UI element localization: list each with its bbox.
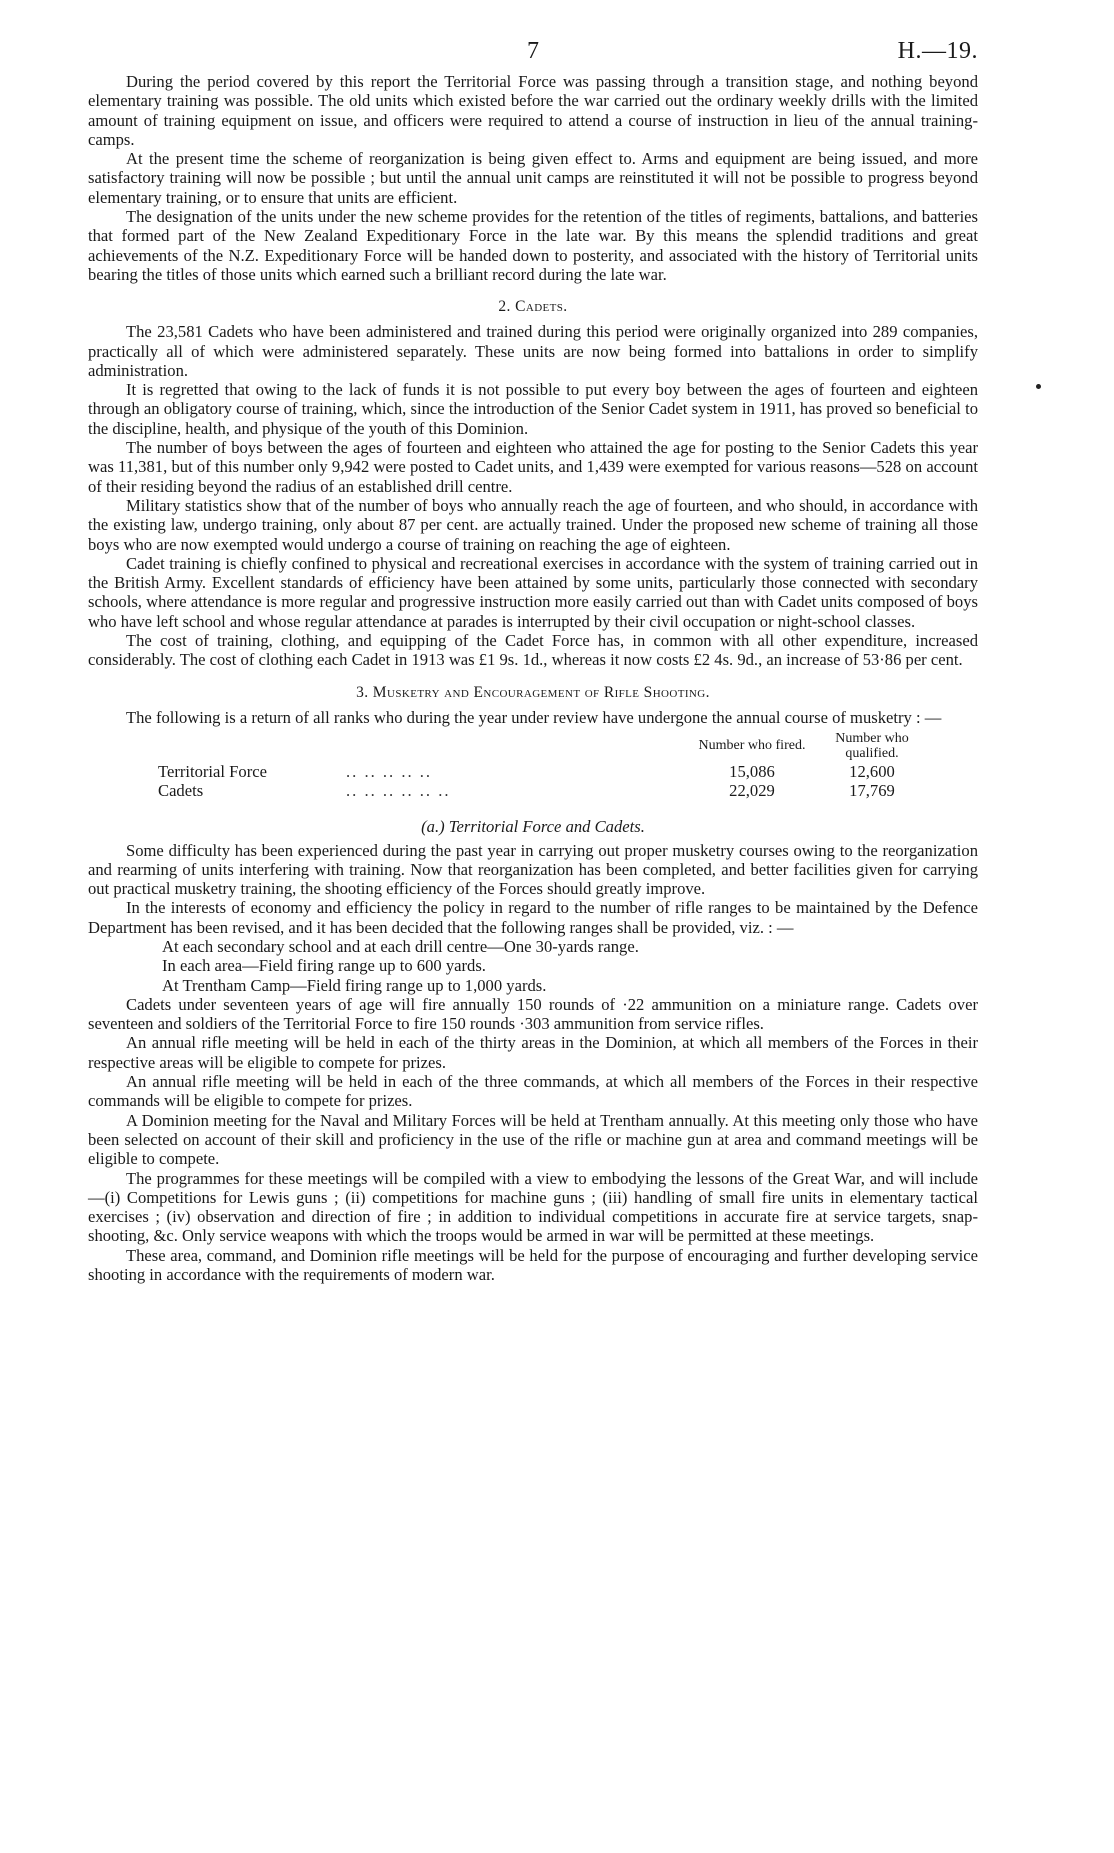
body-paragraph: Cadets under seventeen years of age will fire annually 150 rounds of ·22 ammunition on a miniature range. Cadets over seventeen and soldiers of the Territorial Force to fire 150 rounds ·303 ammunition from service rifles. [88,994,978,1034]
table-row [158,762,932,781]
section-heading-musketry: 3. Musketry and Encouragement of Rifle Shooting. [356,683,710,701]
body-paragraph: The 23,581 Cadets who have been administered and trained during this period were originally organized into 289 companies, practically all of which were administered separately. These units are now being formed into battalions in order to simplify administration. [88,322,978,380]
row-label: Territorial Force [158,761,267,781]
body-paragraph: The cost of training, clothing, and equipping of the Cadet Force has, in common with all other expenditure, increased considerably. The cost of clothing each Cadet in 1913 was £1 9s. 1d., whereas it now costs £2 4s. 9d., an increase of 53·86 per cent. [88,631,978,670]
body-paragraph: The number of boys between the ages of fourteen and eighteen who attained the age for posting to the Senior Cadets this year was 11,381, but of this number only 9,942 were posted to Cadet units, and 1,439 were exempted for various reasons—528 on account of their residing beyond the radius of an established drill centre. [88,438,978,496]
section-heading-cadets: 2. Cadets. [498,298,568,316]
cell-fired: 22,029 [729,781,775,801]
stray-mark [1036,384,1041,389]
body-paragraph: These area, command, and Dominion rifle meetings will be held for the purpose of encouraging and further developing service shooting in accordance with the requirements of modern war. [88,1245,978,1285]
body-paragraph: Some difficulty has been experienced during the past year in carrying out proper musketry courses owing to the reorganization and rearming of units interfering with training. Now that reorganization has been completed, and better facilities given for carrying out practical musketry training, the shooting efficiency of the Forces should greatly improve. [88,840,978,899]
body-paragraph: In the interests of economy and efficiency the policy in regard to the number of rifle ranges to be maintained by the Defence Department has been revised, and it has been decided that the following ranges shall be provided, viz. : — [88,898,978,937]
body-paragraph: During the period covered by this report the Territorial Force was passing through a transition stage, and nothing beyond elementary training was possible. The old units which existed before the war carried out the ordinary weekly drills with the limited amount of training equipment on issue, and officers were required to attend a course of instruction in lieu of the annual training-camps. [88,72,978,149]
leader-dots: .. .. .. .. .. .. [346,781,451,801]
column-header-fired: Number who fired. [698,738,806,754]
table-header-row [158,731,932,762]
body-paragraph: An annual rifle meeting will be held in each of the thirty areas in the Dominion, at which all members of the Forces in their respective areas will be eligible to compete for prizes. [88,1033,978,1072]
range-item: At Trentham Camp—Field firing range up to 1,000 yards. [162,975,547,995]
body-paragraph: The designation of the units under the new scheme provides for the retention of the titles of regiments, battalions, and batteries that formed part of the New Zealand Expeditionary Force in the late war. By this means the splendid traditions and great achievements of the N.Z. Expeditionary Force will be handed down to posterity, and associated with the history of Territorial units bearing the titles of those units which earned such a brilliant record during the late war. [88,207,978,284]
row-label: Cadets [158,781,204,801]
body-paragraph: The programmes for these meetings will be compiled with a view to embodying the lessons of the Great War, and will include—(i) Competitions for Lewis guns ; (ii) competitions for machine guns ; (iii) handling of small fire units in elementary tactical exercises ; (iv) observation and direction of fire ; in addition to individual competitions in accurate fire at service targets, snap-shooting, &c. Only service weapons with which the troops would be armed in war will be permitted at these meetings. [88,1168,978,1246]
body-paragraph: At the present time the scheme of reorganization is being given effect to. Arms and equipment are being issued, and more satisfactory training will now be possible ; but until the annual unit camps are reinstituted it will not be possible to progress beyond elementary training, or to ensure that units are efficient. [88,149,978,207]
musketry-table [158,731,932,801]
body-paragraph: A Dominion meeting for the Naval and Military Forces will be held at Trentham annually. At this meeting only those who have been selected on account of their skill and proficiency in the use of the rifle or machine gun at area and command meetings will be eligible to compete. [88,1110,978,1169]
page-number: 7 [527,38,539,64]
body-paragraph: An annual rifle meeting will be held in each of the three commands, at which all members of the Forces in their respective commands will be eligible to compete for prizes. [88,1072,978,1111]
range-item: At each secondary school and at each drill centre—One 30-yards range. [162,936,639,956]
document-page [88,38,978,1284]
subsection-heading: (a.) Territorial Force and Cadets. [421,816,645,836]
document-reference: H.—19. [897,38,978,64]
cell-qualified: 12,600 [849,761,895,781]
cell-fired: 15,086 [729,761,775,781]
leader-dots: .. .. .. .. .. [346,761,433,781]
table-row [158,781,932,800]
range-item: In each area—Field firing range up to 600 yards. [162,956,486,976]
body-paragraph: Cadet training is chiefly confined to physical and recreational exercises in accordance with the system of training carried out in the British Army. Excellent standards of efficiency have been attained by some units, particularly those connected with secondary schools, where attendance is more regular and progressive instruction more easily carried out than with Cadet units composed of boys who have left school and whose regular attendance at parades is interrupted by their civil occupation or night-school classes. [88,553,978,631]
page-header [88,38,978,72]
body-paragraph: The following is a return of all ranks who during the year under review have undergone the annual course of musketry : — [126,707,942,727]
body-paragraph: It is regretted that owing to the lack of funds it is not possible to put every boy between the ages of fourteen and eighteen through an obligatory course of training, which, since the introduction of the Senior Cadet system in 1911, has proved so beneficial to the discipline, health, and physique of the youth of this Dominion. [88,380,978,438]
cell-qualified: 17,769 [849,781,895,801]
column-header-qualified: Number who qualified. [835,730,909,761]
body-paragraph: Military statistics show that of the number of boys who annually reach the age of fourteen, and who should, in accordance with the existing law, undergo training, only about 87 per cent. are actually trained. Under the proposed new scheme of training all those boys who are now exempted would undergo a course of training on reaching the age of eighteen. [88,495,978,554]
